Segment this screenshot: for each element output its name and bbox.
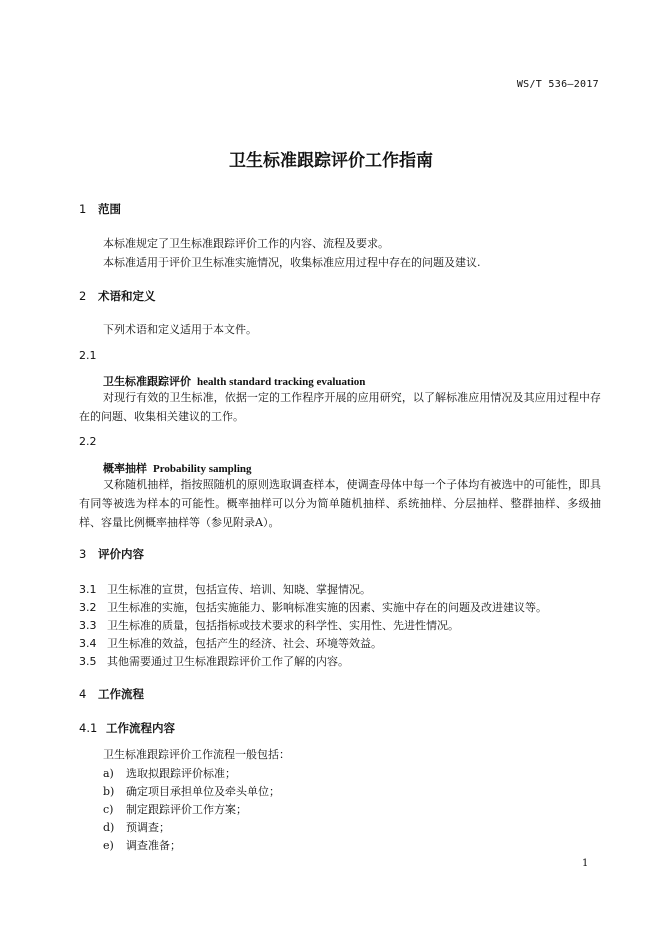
clause-2-1-number: 2.1 <box>79 349 97 362</box>
list-item-b: b) 确定项目承担单位及牵头单位； <box>103 785 280 798</box>
page-number: 1 <box>582 858 589 869</box>
section-1-para-2: 本标准适用于评价卫生标准实施情况，收集标准应用过程中存在的问题及建议. <box>103 256 481 269</box>
clause-4-1-heading: 4.1 工作流程内容 <box>79 721 175 735</box>
section-1-para-1: 本标准规定了卫生标准跟踪评价工作的内容、流程及要求。 <box>103 237 389 250</box>
standard-code: WS/T 536—2017 <box>516 79 599 90</box>
term-2-1-definition: 对现行有效的卫生标准，依据一定的工作程序开展的应用研究，以了解标准应用情况及其应用过程中存在的问题、收集相关建议的工作。 <box>79 391 601 423</box>
list-item-d: d) 预调查； <box>103 821 170 834</box>
clause-3-5: 3.5 其他需要通过卫生标准跟踪评价工作了解的内容。 <box>79 655 349 668</box>
clause-2-2-number: 2.2 <box>79 435 97 448</box>
list-item-c: c) 制定跟踪评价工作方案； <box>103 803 247 816</box>
clause-3-1: 3.1 卫生标准的宣贯，包括宣传、培训、知晓、掌握情况。 <box>79 583 371 596</box>
clause-3-4: 3.4 卫生标准的效益，包括产生的经济、社会、环境等效益。 <box>79 637 382 650</box>
section-3-heading: 3 评价内容 <box>79 547 144 561</box>
section-2-heading: 2 术语和定义 <box>79 289 156 303</box>
clause-3-3: 3.3 卫生标准的质量，包括指标或技术要求的科学性、实用性、先进性情况。 <box>79 619 459 632</box>
clause-3-2: 3.2 卫生标准的实施，包括实施能力、影响标准实施的因素、实施中存在的问题及改进建议等。 <box>79 601 547 614</box>
term-2-2-definition: 又称随机抽样，指按照随机的原则选取调查样本，使调查母体中每一个子体均有被选中的可能性，即具有同等被选为样本的可能性。概率抽样可以分为简单随机抽样、系统抽样、分层抽样、整群抽样、多级抽样、容量比例概率抽样等（参见附录A）。 <box>79 478 601 529</box>
term-2-2: 概率抽样 Probability sampling <box>103 462 252 475</box>
section-1-heading: 1 范围 <box>79 202 121 216</box>
list-item-e: e) 调查准备； <box>103 839 181 852</box>
section-4-intro: 卫生标准跟踪评价工作流程一般包括： <box>103 748 290 761</box>
document-title: 卫生标准跟踪评价工作指南 <box>229 151 433 171</box>
term-2-1: 卫生标准跟踪评价 health standard tracking evaluation <box>103 375 366 388</box>
section-4-heading: 4 工作流程 <box>79 687 144 701</box>
list-item-a: a) 选取拟跟踪评价标准； <box>103 767 236 780</box>
section-2-intro: 下列术语和定义适用于本文件。 <box>103 323 257 336</box>
